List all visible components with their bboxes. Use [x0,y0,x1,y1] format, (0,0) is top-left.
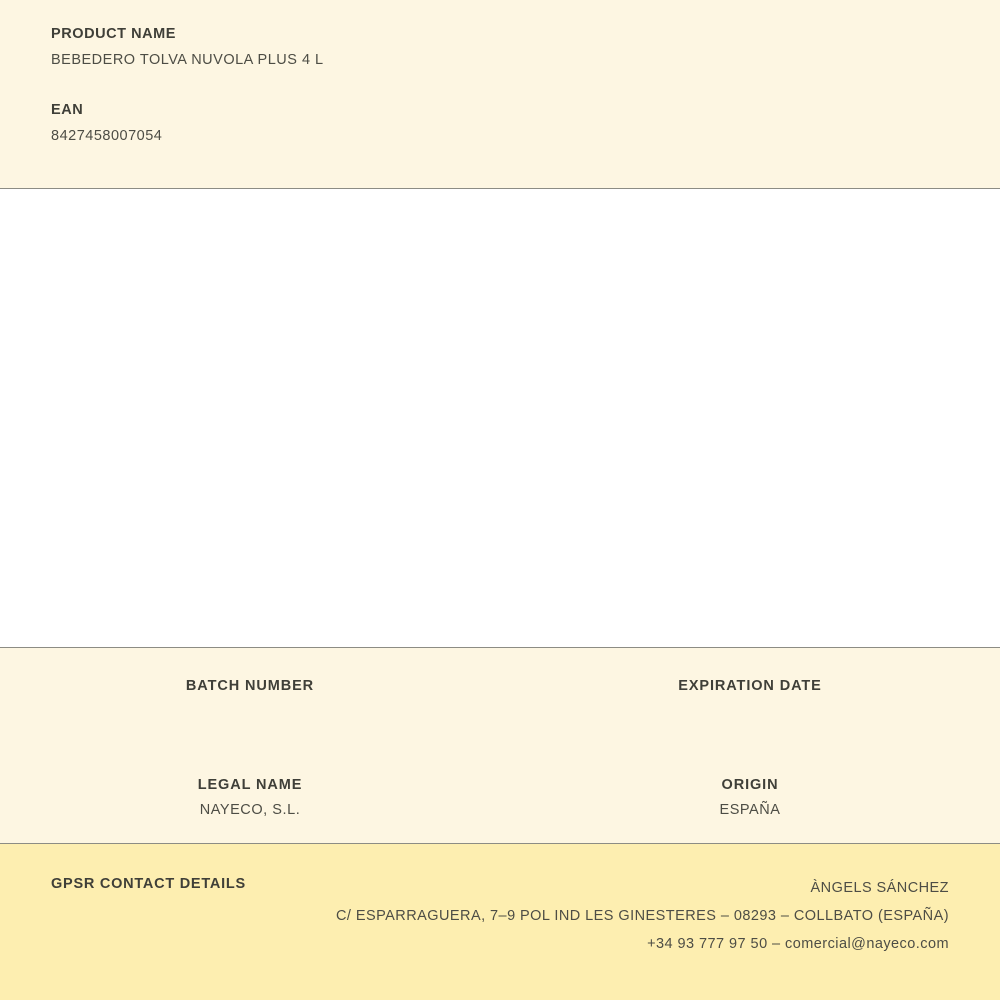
ean-label: EAN [51,102,84,118]
gpsr-contact-section [0,844,1000,1000]
gpsr-phone-email: +34 93 777 97 50 – comercial@nayeco.com [647,935,949,952]
product-info-section [0,0,1000,189]
origin-value: ESPAÑA [719,801,781,818]
blank-content-area [0,189,1000,648]
expiration-date-value [500,702,1000,719]
legal-row [0,777,1000,818]
expiration-date-label: EXPIRATION DATE [678,678,822,694]
product-name-value: BEBEDERO TOLVA NUVOLA PLUS 4 L [51,52,324,68]
batch-row [0,678,1000,719]
product-name-label: PRODUCT NAME [51,26,177,42]
gpsr-contact-person: ÀNGELS SÁNCHEZ [810,880,949,896]
product-name-field [51,26,950,68]
ean-field [51,102,950,144]
origin-field [500,777,1000,818]
gpsr-address: C/ ESPARRAGUERA, 7–9 POL IND LES GINESTERES – 08293 – COLLBATO (ESPAÑA) [336,907,949,924]
expiration-date-field [500,678,1000,719]
legal-name-value: NAYECO, S.L. [199,801,301,818]
batch-number-field [0,678,500,719]
gpsr-details [336,875,949,959]
legal-name-label: LEGAL NAME [197,777,303,794]
ean-value: 8427458007054 [51,128,163,144]
legal-name-field [0,777,500,818]
origin-label: ORIGIN [721,777,779,794]
batch-number-value [0,702,500,719]
row-spacer [0,719,1000,777]
batch-info-section [0,648,1000,844]
gpsr-title: GPSR CONTACT DETAILS [51,876,246,892]
batch-number-label: BATCH NUMBER [185,678,315,694]
